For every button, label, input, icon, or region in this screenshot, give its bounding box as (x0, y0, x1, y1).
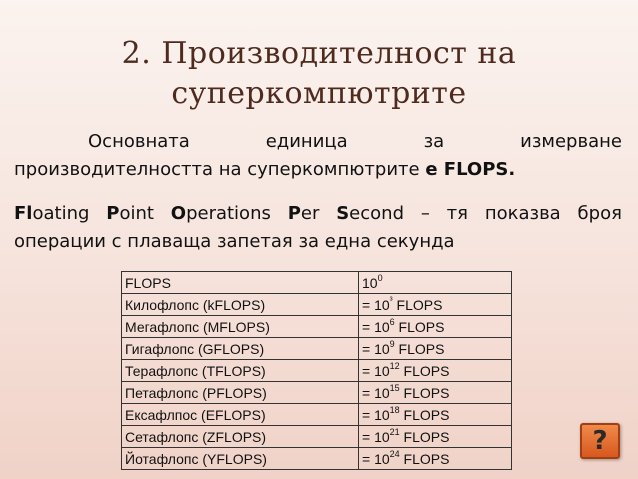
table-row (122, 404, 512, 426)
help-button[interactable] (580, 423, 620, 459)
value-exponent: 0 (377, 272, 383, 283)
word-rest: er (300, 203, 320, 224)
flops-units-table (121, 271, 512, 470)
unit-name-cell: Йотафлопс (YFLOPS) (122, 448, 359, 470)
value-exponent: 12 (389, 360, 400, 371)
value-unit: FLOPS (399, 362, 450, 379)
paragraph2-line1 (14, 200, 622, 228)
word: Основната (88, 131, 190, 152)
value-unit: FLOPS (399, 384, 450, 401)
unit-value-cell (359, 448, 512, 470)
word (171, 200, 271, 228)
unit-name-cell: Ексафлпос (EFLOPS) (122, 404, 359, 426)
value-base: = 10 (362, 340, 390, 357)
word (485, 200, 561, 228)
value-base: = 10 (362, 384, 390, 401)
word: измерване (520, 131, 622, 152)
unit-value-cell (359, 294, 512, 316)
word-rest: oint (119, 203, 154, 224)
word-initial: S (336, 203, 350, 224)
word (421, 200, 430, 228)
unit-value-cell (359, 316, 512, 338)
paragraph1-line2-text: производителността на суперкомпютрите (14, 159, 426, 180)
unit-value-cell (359, 272, 512, 294)
unit-name-cell: Мегафлопс (MFLOPS) (122, 316, 359, 338)
value-unit: FLOPS (394, 318, 445, 335)
value-exponent: 15 (389, 382, 400, 393)
table-row (122, 360, 512, 382)
value-exponent: 6 (389, 316, 395, 327)
value-base: 10 (362, 274, 378, 291)
unit-value-cell (359, 360, 512, 382)
paragraph-flops-unit (14, 128, 622, 184)
value-base: = 10 (362, 428, 390, 445)
word: за (423, 131, 445, 152)
paragraph1-line1 (14, 128, 622, 156)
value-base: = 10 (362, 296, 390, 313)
slide-title-line2: суперкомпютрите (171, 76, 467, 111)
word-rest: econd (349, 203, 404, 224)
slide-title (0, 34, 638, 114)
word (288, 200, 320, 228)
word-initial: O (170, 203, 187, 224)
word-initial: P (287, 203, 301, 224)
value-unit: FLOPS (394, 340, 445, 357)
value-unit: FLOPS (399, 450, 450, 467)
value-base: = 10 (362, 362, 390, 379)
word-rest: тя (446, 203, 468, 224)
value-base: = 10 (362, 406, 390, 423)
word: единица (265, 131, 348, 152)
paragraph1-line2 (14, 156, 622, 184)
unit-value-cell (359, 382, 512, 404)
word-rest: показва (484, 203, 561, 224)
table-row (122, 338, 512, 360)
table-row (122, 382, 512, 404)
value-exponent: 24 (389, 448, 400, 459)
value-exponent: 21 (389, 426, 400, 437)
unit-name-cell: Петафлопс (PFLOPS) (122, 382, 359, 404)
table-row (122, 272, 512, 294)
unit-name-cell: Килофлопс (kFLOPS) (122, 294, 359, 316)
word-rest: броя (577, 203, 622, 224)
word (14, 200, 89, 228)
table-row (122, 448, 512, 470)
question-mark-icon: ? (592, 426, 608, 456)
table-row (122, 316, 512, 338)
value-base: = 10 (362, 450, 390, 467)
paragraph-flops-definition (14, 200, 622, 256)
unit-name-cell: Терафлопс (TFLOPS) (122, 360, 359, 382)
value-base: = 10 (362, 318, 390, 335)
word-rest: – (420, 203, 430, 224)
unit-value-cell (359, 404, 512, 426)
word (106, 200, 154, 228)
word (447, 200, 468, 228)
value-unit: FLOPS (399, 428, 450, 445)
table-row (122, 426, 512, 448)
word-rest: oating (32, 203, 90, 224)
value-exponent: 9 (389, 338, 395, 349)
unit-value-cell (359, 338, 512, 360)
slide-title-line1: 2. Производителност на (121, 36, 517, 71)
value-unit: FLOPS (392, 296, 443, 313)
word-initial: Fl (14, 203, 33, 224)
unit-name-cell: FLOPS (122, 272, 359, 294)
word (578, 200, 622, 228)
unit-name-cell: Гигафлопс (GFLOPS) (122, 338, 359, 360)
value-unit: FLOPS (399, 406, 450, 423)
word-rest: perations (186, 203, 271, 224)
unit-name-cell: Сетафлопс (ZFLOPS) (122, 426, 359, 448)
table-row (122, 294, 512, 316)
paragraph2-line2: операции с плаваща запетая за една секунда (14, 231, 455, 252)
value-exponent: ³ (389, 294, 393, 305)
word (336, 200, 404, 228)
unit-value-cell (359, 426, 512, 448)
paragraph1-bold-text: е FLOPS. (425, 159, 516, 180)
value-exponent: 18 (389, 404, 400, 415)
word-initial: P (106, 203, 120, 224)
